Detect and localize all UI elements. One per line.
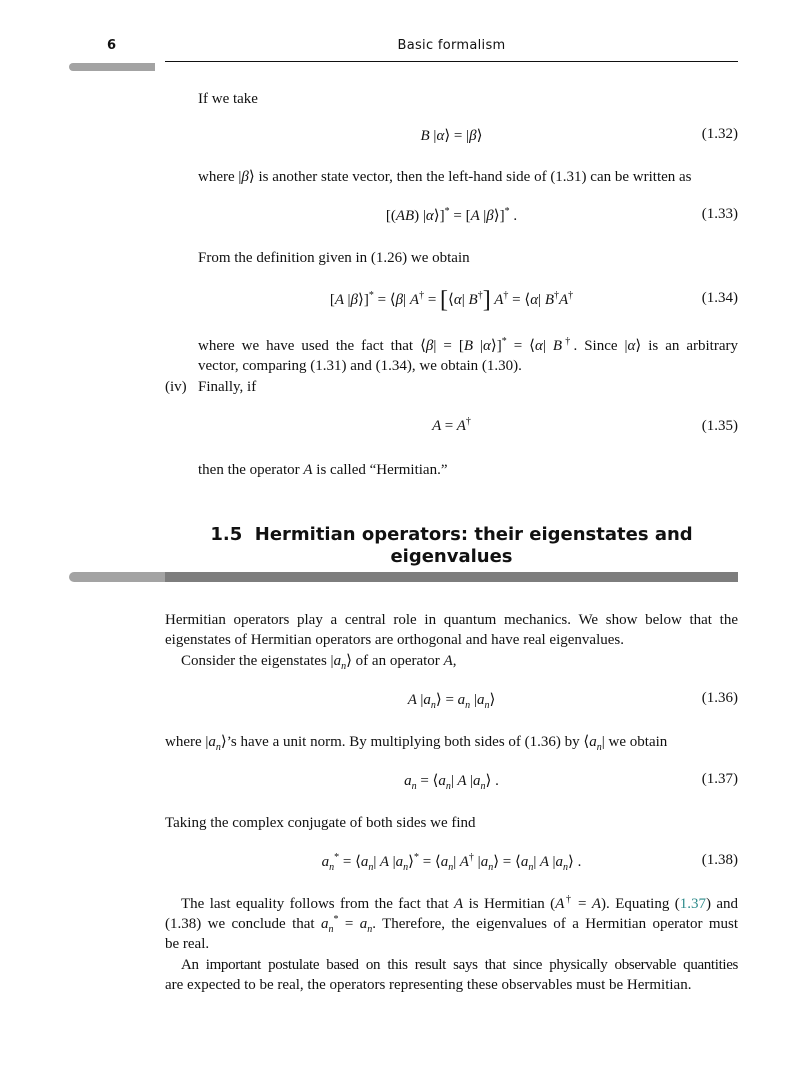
paragraph-last-equality: The last equality follows from the fact that A is Hermitian (A† = A). Equating (1.37) and xyxy=(181,894,739,912)
paragraph-last-equality-text-4: and xyxy=(716,896,739,912)
paragraph-vector-comparing: vector, comparing (1.31) and (1.34), we obtain (1.30). xyxy=(198,358,522,374)
paragraph-unit-norm-text-1: ’s have a unit norm. By multiplying both sides of (1.36) by xyxy=(226,734,580,750)
paragraph-where-used: where we have used the fact that ⟨β| = [B |α⟩]* = ⟨α| B†. Since |α⟩ is an arbitrary xyxy=(198,336,738,354)
equation-1-34: [A |β⟩]* = ⟨β| A† = [⟨α| B†] A† = ⟨α| B†A† xyxy=(329,287,574,313)
equation-1-33: [(AB) |α⟩]* = [A |β⟩]* . xyxy=(385,206,518,224)
paragraph-where-beta: where |β⟩ is another state vector, then the left-hand side of (1.31) can be written as xyxy=(198,169,692,185)
paragraph-intro-line1: Hermitian operators play a central role in quantum mechanics. We show below that the xyxy=(165,612,738,628)
paragraph-consider-text-2: of an operator xyxy=(355,653,440,669)
section-margin-bar xyxy=(69,572,165,582)
paragraph-where-used-text-1: where we have used the fact that xyxy=(198,338,414,354)
paragraph-if-we-take: If we take xyxy=(198,91,258,107)
paragraph-unit-norm-text-2: we obtain xyxy=(608,734,668,750)
paragraph-where-used-text-2: Since xyxy=(584,338,618,354)
equation-number-1-34: (1.34) xyxy=(701,290,738,306)
equation-number-1-33: (1.33) xyxy=(701,206,738,222)
paragraph-postulate-line1: An important postulate based on this result says that since physically observable quantities xyxy=(181,957,738,973)
running-title: Basic formalism xyxy=(397,38,506,53)
paragraph-unit-norm: where $|a_n⟩’s$ have a unit norm. By multiplying both sides of (1.36) by $⟨a_n|$ we obtain xyxy=(165,734,668,753)
paragraph-then-operator-text-1: then the operator xyxy=(198,462,300,478)
list-item-label-iv: (iv) xyxy=(165,379,187,395)
equation-link-1-37[interactable]: 1.37 xyxy=(679,896,706,912)
header-margin-bar xyxy=(69,63,155,71)
paragraph-last-equality-text-3: Equating xyxy=(615,896,670,912)
paragraph-postulate-line2: are expected to be real, the operators representing these observables must be Hermitian. xyxy=(165,977,692,993)
paragraph-consider: Consider the eigenstates $|a_n⟩$ of an operator A, xyxy=(181,653,457,672)
equation-number-1-38: (1.38) xyxy=(701,852,738,868)
paragraph-last-equality-text-2: is Hermitian xyxy=(468,896,545,912)
paragraph-conclude: (1.38) we conclude that $a_n^* = a_n$. Therefore, the eigenvalues of a Hermitian operator must xyxy=(165,914,739,935)
equation-1-37: $a_n$ = $⟨a_n|$ A $|a_n⟩$ . xyxy=(404,773,499,792)
section-heading-line2: eigenvalues xyxy=(390,546,513,567)
section-heading-line1: 1.5 Hermitian operators: their eigenstates and xyxy=(210,524,693,545)
section-rule-bar xyxy=(165,572,738,582)
page-number: 6 xyxy=(107,38,117,53)
paragraph-be-real: be real. xyxy=(165,936,210,952)
paragraph-last-equality-text-1: The last equality follows from the fact that xyxy=(181,896,449,912)
equation-1-35: A = A† xyxy=(432,416,471,434)
paragraph-taking: Taking the complex conjugate of both sides we find xyxy=(165,815,476,831)
section-heading xyxy=(165,524,738,568)
paragraph-intro-line2: eigenstates of Hermitian operators are orthogonal and have real eigenvalues. xyxy=(165,632,624,648)
paragraph-then-operator-text-2: is called “Hermitian.” xyxy=(316,462,448,478)
paragraph-then-operator: then the operator A is called “Hermitian.” xyxy=(198,462,448,478)
paragraph-consider-text-1: Consider the eigenstates xyxy=(181,653,327,669)
equation-1-32: B |α⟩ = |β⟩ xyxy=(420,128,483,144)
header-rule xyxy=(165,61,738,62)
equation-number-1-32: (1.32) xyxy=(701,126,738,142)
equation-number-1-35: (1.35) xyxy=(701,418,738,434)
equation-number-1-36: (1.36) xyxy=(701,690,738,706)
equation-1-36: A $|a_n⟩ = a_n$ $|a_n⟩$ xyxy=(407,692,496,711)
paragraph-conclude-text-2: . Therefore, the eigenvalues of a Hermitian operator must xyxy=(372,916,739,932)
equation-1-38: $a_n^*$ = $⟨a_n|$ A $|a_n⟩^*$ = $⟨a_n|$ A† $|a_n⟩$ = $⟨a_n|$ A $|a_n⟩$ . xyxy=(321,852,582,873)
paragraph-conclude-text-1: (1.38) we conclude that xyxy=(165,916,315,932)
paragraph-from-definition: From the definition given in (1.26) we obtain xyxy=(198,250,470,266)
list-item-text-iv: Finally, if xyxy=(198,379,257,395)
paragraph-where-beta-text: is another state vector, then the left-hand side of (1.31) can be written as xyxy=(258,169,692,185)
paragraph-where-used-text-3: is an arbitrary xyxy=(648,338,738,354)
equation-number-1-37: (1.37) xyxy=(701,771,738,787)
